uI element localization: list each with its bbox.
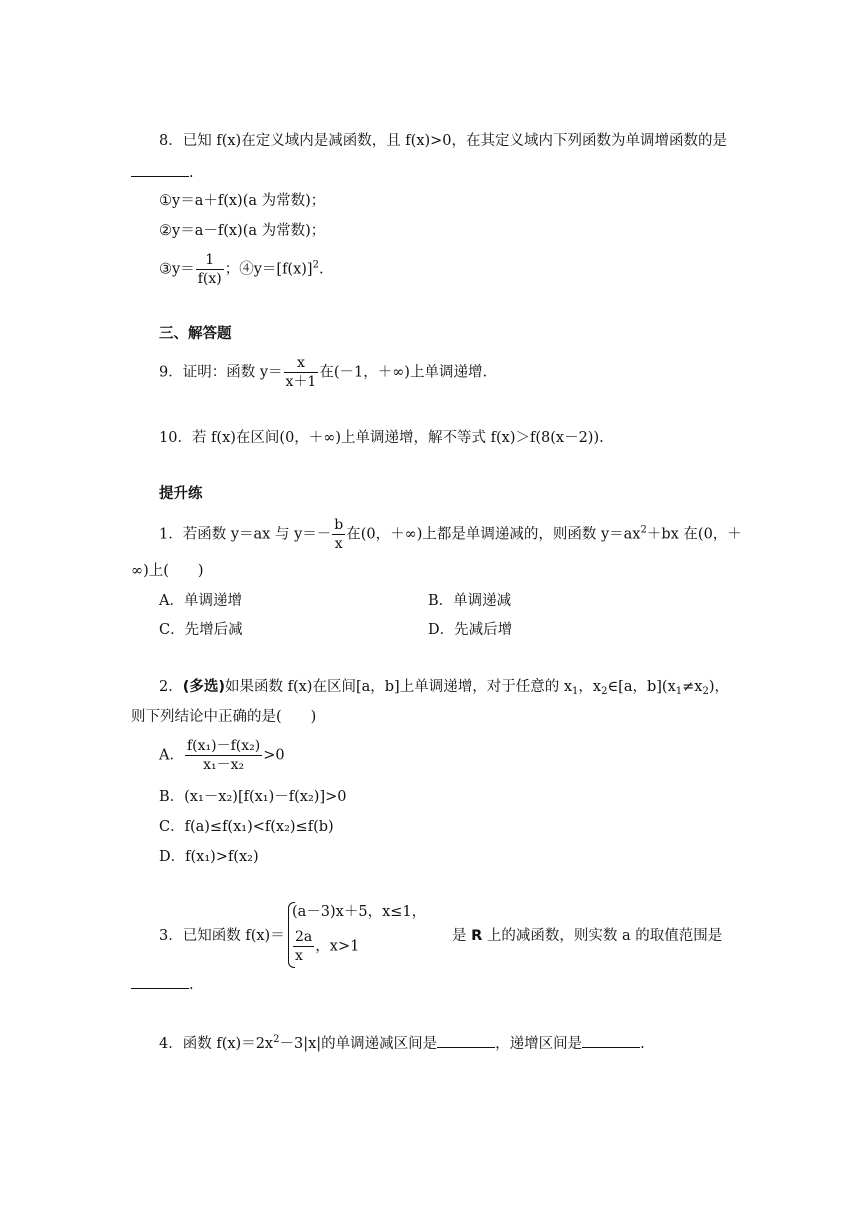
- q8-option-3-4: ③y＝ $\frac{1}{f(x)}$ ；$④y=[f(x)]^2$.: [159, 252, 324, 287]
- q10-line: 10．若 f(x)在区间(0，＋∞)上单调递增，解不等式 f(x)＞f(8(x－2)).: [159, 430, 604, 446]
- section-title-advanced: 提升练: [159, 486, 203, 502]
- multi-select-tag: (多选): [182, 679, 225, 695]
- p1-option-b: B．单调递减: [428, 593, 512, 609]
- p2-line2: 则下列结论中正确的是( ): [131, 709, 317, 725]
- p3-prefix: 3．已知函数 f(x)＝: [159, 928, 285, 944]
- q8-option-1: ①y＝a＋f(x)(a 为常数)；: [159, 193, 326, 209]
- p1-line1: 1．若函数 y＝ax 与 y＝－ $\frac{b}{x}$ 在(0，＋∞)上都是单调递减的，则函数 $y=ax^2+bx$ 在(0，＋: [159, 517, 742, 552]
- fraction: $\frac{\text{f(x₁)－f(x₂)}}{\text{x₁－x₂}}$: [186, 738, 261, 773]
- p1-option-a: A．单调递增: [159, 593, 242, 609]
- answer-blank: [582, 1033, 640, 1048]
- q8-line2: .: [131, 162, 194, 183]
- answer-blank: [437, 1033, 495, 1048]
- p2-option-c: C．f(a)≤f(x₁)<f(x₂)≤f(b): [159, 819, 334, 835]
- p1-line2: ∞)上( ): [131, 563, 204, 579]
- q8-option-2: ②y＝a－f(x)(a 为常数)；: [159, 223, 326, 239]
- p2-option-a: A． $\frac{\text{f(x₁)－f(x₂)}}{\text{x₁－x₂}}$ >0: [159, 738, 285, 773]
- p3-suffix: 是 R 上的减函数，则实数 a 的取值范围是: [452, 928, 723, 944]
- p3-case-1: (a－3)x＋5，x≤1，: [292, 904, 427, 920]
- p4-line: 4．函数 $f(x)=2x^2-3|x|$的单调递减区间是 ，递增区间是 .: [159, 1034, 645, 1052]
- p1-option-c: C．先增后减: [159, 622, 243, 638]
- fraction: $\frac{1}{f(x)}$: [197, 252, 222, 287]
- answer-blank: [131, 974, 189, 989]
- q8-line1: [159, 131, 727, 151]
- q8-text: 8．已知 f(x)在定义域内是减函数，且 f(x)>0，在其定义域内下列函数为单调增函数的是: [159, 133, 728, 149]
- q9-line: 9．证明：函数 y＝ $\frac{x}{x+1}$ 在(－1，＋∞)上单调递增.: [159, 355, 488, 390]
- p2-line1: 2．(多选)如果函数 f(x)在区间[a，b]上单调递增，对于任意的 $x_1$，$x_2\in[a$，$b](x_1\ne x_2)$，: [159, 679, 729, 697]
- fraction: $\frac{x}{x+1}$: [285, 355, 317, 390]
- p2-option-d: D．f(x₁)>f(x₂): [159, 849, 259, 865]
- answer-blank: [131, 162, 189, 177]
- fraction: $\frac{b}{x}$: [334, 517, 344, 552]
- p2-option-b: B．(x₁－x₂)[f(x₁)－f(x₂)]>0: [159, 789, 347, 805]
- p3-line2: .: [131, 974, 194, 995]
- section-title-answer-questions: 三、解答题: [159, 326, 232, 342]
- p3-case-2: $\frac{2a}{x}$ ，x>1: [295, 929, 360, 964]
- p1-option-d: D．先减后增: [428, 622, 513, 638]
- fraction: $\frac{2a}{x}$: [295, 929, 313, 964]
